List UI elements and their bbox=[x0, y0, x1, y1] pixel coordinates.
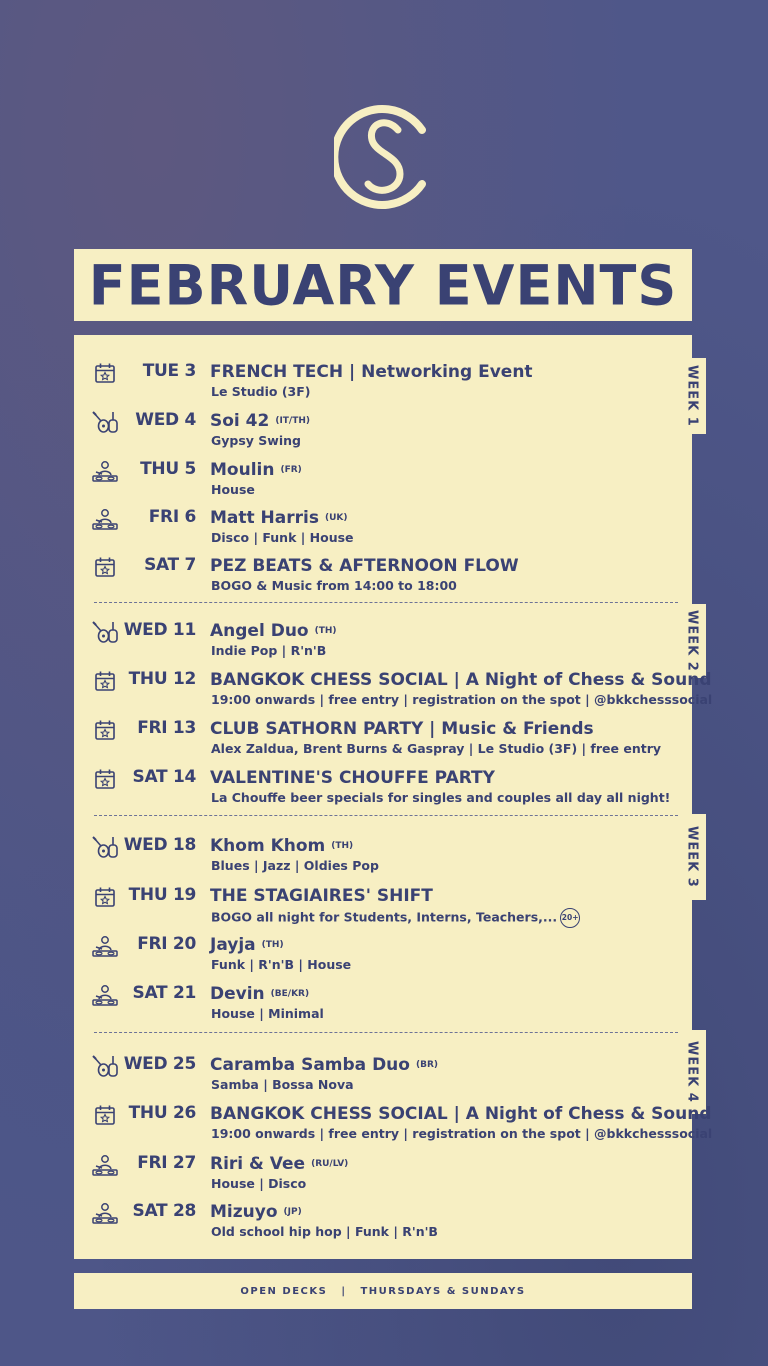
week-divider bbox=[94, 1032, 678, 1033]
calendar-star-icon bbox=[88, 360, 122, 386]
event-row bbox=[88, 554, 688, 600]
event-details-text: 19:00 onwards | free entry | registration on the spot | @bkkchesssocial bbox=[211, 692, 713, 707]
event-details bbox=[211, 790, 670, 806]
event-details-text: Alex Zaldua, Brent Burns & Gaspray | Le Studio (3F) | free entry bbox=[211, 741, 662, 756]
calendar-star-icon bbox=[88, 668, 122, 694]
event-row bbox=[88, 458, 688, 504]
footer-separator: | bbox=[341, 1285, 347, 1297]
event-details-text: 19:00 onwards | free entry | registration on the spot | @bkkchesssocial bbox=[211, 1126, 713, 1141]
event-name: Caramba Samba Duo bbox=[210, 1055, 410, 1075]
event-name-line bbox=[210, 1103, 711, 1125]
event-origin-tag: (BE/KR) bbox=[270, 989, 310, 999]
event-details-text: BOGO & Music from 14:00 to 18:00 bbox=[211, 578, 457, 593]
guitar-violin-icon bbox=[88, 834, 122, 860]
event-name: THE STAGIAIRES' SHIFT bbox=[210, 886, 433, 906]
event-details bbox=[211, 1126, 712, 1142]
week-tab-4: WEEK 4 bbox=[678, 1030, 706, 1114]
event-details bbox=[211, 1224, 438, 1240]
event-name-line bbox=[210, 885, 433, 907]
event-name-line bbox=[210, 718, 594, 740]
event-details bbox=[211, 858, 379, 874]
cs-logo bbox=[334, 102, 434, 212]
event-details bbox=[211, 482, 255, 498]
event-origin-tag: (BR) bbox=[415, 1060, 438, 1070]
dj-turntable-icon bbox=[88, 506, 122, 532]
event-day: SAT 7 bbox=[144, 555, 196, 575]
dj-turntable-icon bbox=[88, 1200, 122, 1226]
calendar-star-icon bbox=[88, 717, 122, 743]
event-name: BANGKOK CHESS SOCIAL | A Night of Chess & Sound bbox=[210, 670, 712, 690]
event-details bbox=[211, 1176, 306, 1192]
event-name: Riri & Vee bbox=[210, 1154, 306, 1174]
event-day: TUE 3 bbox=[142, 361, 196, 381]
event-day: THU 19 bbox=[128, 885, 196, 905]
event-origin-tag: (TH) bbox=[331, 841, 354, 851]
event-name: CLUB SATHORN PARTY | Music & Friends bbox=[210, 719, 594, 739]
event-row bbox=[88, 933, 688, 979]
calendar-star-icon bbox=[88, 554, 122, 580]
event-name: Moulin bbox=[210, 460, 275, 480]
event-origin-tag: (FR) bbox=[280, 465, 302, 475]
event-details bbox=[211, 908, 580, 928]
event-details-text: Funk | R'n'B | House bbox=[211, 957, 352, 972]
calendar-star-icon bbox=[88, 884, 122, 910]
event-details bbox=[211, 433, 301, 449]
event-day: WED 18 bbox=[123, 835, 196, 855]
event-name: PEZ BEATS & AFTERNOON FLOW bbox=[210, 556, 519, 576]
event-details-text: Le Studio (3F) bbox=[211, 384, 311, 399]
page-title: FEBRUARY EVENTS bbox=[88, 252, 678, 318]
event-row bbox=[88, 506, 688, 552]
event-name-line bbox=[210, 1153, 348, 1175]
event-name-line bbox=[210, 1201, 302, 1223]
event-name: Jayja bbox=[210, 935, 256, 955]
dj-turntable-icon bbox=[88, 933, 122, 959]
event-name-line bbox=[210, 1054, 438, 1076]
event-day: SAT 21 bbox=[132, 983, 196, 1003]
event-name-line bbox=[210, 459, 302, 481]
event-day: THU 26 bbox=[128, 1103, 196, 1123]
event-name-line bbox=[210, 835, 353, 857]
event-row bbox=[88, 409, 688, 455]
event-origin-tag: (IT/TH) bbox=[275, 416, 311, 426]
event-row bbox=[88, 766, 688, 812]
week-tab-2: WEEK 2 bbox=[678, 604, 706, 678]
event-day: FRI 20 bbox=[137, 934, 196, 954]
event-row bbox=[88, 1053, 688, 1099]
event-details-text: Indie Pop | R'n'B bbox=[211, 643, 327, 658]
event-details bbox=[211, 530, 354, 546]
calendar-star-icon bbox=[88, 766, 122, 792]
event-name-line bbox=[210, 620, 337, 642]
footer-right: THURSDAYS & SUNDAYS bbox=[360, 1285, 526, 1297]
event-name: Soi 42 bbox=[210, 411, 270, 431]
week-tab-3: WEEK 3 bbox=[678, 814, 706, 900]
guitar-violin-icon bbox=[88, 1053, 122, 1079]
event-row bbox=[88, 834, 688, 880]
event-details bbox=[211, 578, 457, 594]
guitar-violin-icon bbox=[88, 619, 122, 645]
event-name: BANGKOK CHESS SOCIAL | A Night of Chess & Sound bbox=[210, 1104, 712, 1124]
event-details bbox=[211, 1077, 354, 1093]
event-row bbox=[88, 982, 688, 1028]
event-details-text: Disco | Funk | House bbox=[211, 530, 354, 545]
event-details-text: House | Minimal bbox=[211, 1006, 324, 1021]
event-origin-tag: (RU/LV) bbox=[311, 1159, 349, 1169]
dj-turntable-icon bbox=[88, 1152, 122, 1178]
week-divider bbox=[94, 602, 678, 603]
event-row bbox=[88, 1200, 688, 1246]
event-day: FRI 13 bbox=[137, 718, 196, 738]
dj-turntable-icon bbox=[88, 982, 122, 1008]
event-name: Mizuyo bbox=[210, 1202, 278, 1222]
event-origin-tag: (JP) bbox=[283, 1207, 302, 1217]
event-origin-tag: (TH) bbox=[314, 626, 337, 636]
event-name: Devin bbox=[210, 984, 265, 1004]
event-name-line bbox=[210, 507, 348, 529]
event-details bbox=[211, 384, 311, 400]
week-tab-1: WEEK 1 bbox=[678, 358, 706, 434]
event-name-line bbox=[210, 669, 711, 691]
event-row bbox=[88, 717, 688, 763]
event-details bbox=[211, 692, 712, 708]
event-details-text: La Chouffe beer specials for singles and couples all day all night! bbox=[211, 790, 671, 805]
event-details-text: Blues | Jazz | Oldies Pop bbox=[211, 858, 379, 873]
event-details-text: BOGO all night for Students, Interns, Teachers,... bbox=[211, 909, 558, 925]
event-details-text: House bbox=[211, 482, 255, 497]
event-day: FRI 27 bbox=[137, 1153, 196, 1173]
event-day: SAT 14 bbox=[132, 767, 196, 787]
event-details bbox=[211, 1006, 324, 1022]
event-name-line bbox=[210, 410, 310, 432]
event-row bbox=[88, 1102, 713, 1148]
event-day: WED 25 bbox=[123, 1054, 196, 1074]
event-origin-tag: (UK) bbox=[324, 513, 348, 523]
event-day: WED 4 bbox=[135, 410, 196, 430]
guitar-violin-icon bbox=[88, 409, 122, 435]
event-day: WED 11 bbox=[123, 620, 196, 640]
dj-turntable-icon bbox=[88, 458, 122, 484]
title-banner bbox=[74, 249, 692, 321]
event-name-line bbox=[210, 361, 533, 383]
age-limit-badge: 20+ bbox=[560, 908, 580, 928]
event-details bbox=[211, 643, 326, 659]
event-details-text: Samba | Bossa Nova bbox=[211, 1077, 354, 1092]
event-name-line bbox=[210, 767, 495, 789]
event-day: THU 5 bbox=[140, 459, 196, 479]
event-details bbox=[211, 741, 661, 757]
event-details-text: Old school hip hop | Funk | R'n'B bbox=[211, 1224, 438, 1239]
event-name: VALENTINE'S CHOUFFE PARTY bbox=[210, 768, 495, 788]
event-name-line bbox=[210, 983, 309, 1005]
event-row bbox=[88, 1152, 688, 1198]
event-name: Angel Duo bbox=[210, 621, 309, 641]
event-name: FRENCH TECH | Networking Event bbox=[210, 362, 533, 382]
calendar-star-icon bbox=[88, 1102, 122, 1128]
event-details-text: Gypsy Swing bbox=[211, 433, 301, 448]
event-details-text: House | Disco bbox=[211, 1176, 307, 1191]
event-name: Matt Harris bbox=[210, 508, 319, 528]
footer-left: OPEN DECKS bbox=[240, 1285, 328, 1297]
event-day: SAT 28 bbox=[132, 1201, 196, 1221]
event-row bbox=[88, 360, 688, 406]
event-name-line bbox=[210, 555, 519, 577]
event-name: Khom Khom bbox=[210, 836, 326, 856]
event-row bbox=[88, 884, 688, 930]
event-name-line bbox=[210, 934, 284, 956]
event-day: FRI 6 bbox=[148, 507, 196, 527]
event-details bbox=[211, 957, 351, 973]
week-divider bbox=[94, 815, 678, 816]
footer-banner bbox=[74, 1273, 692, 1309]
event-row bbox=[88, 619, 688, 665]
event-row bbox=[88, 668, 713, 714]
event-day: THU 12 bbox=[128, 669, 196, 689]
event-origin-tag: (TH) bbox=[261, 940, 284, 950]
